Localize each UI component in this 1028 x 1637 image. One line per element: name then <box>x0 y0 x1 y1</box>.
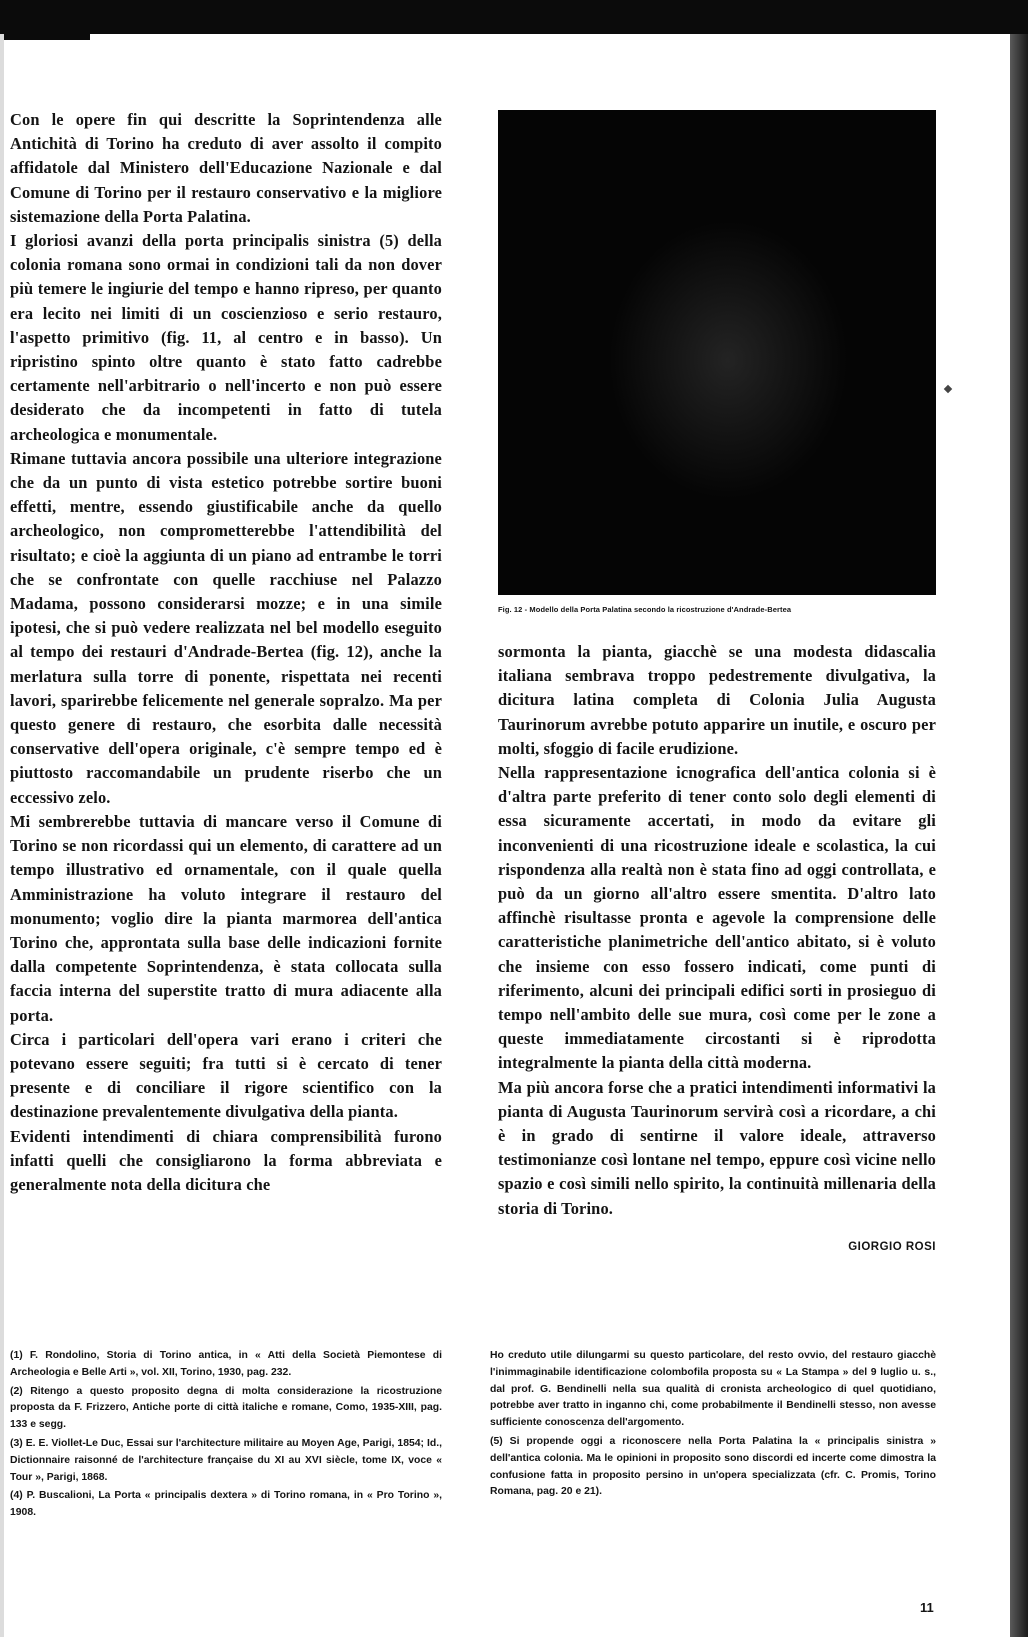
body-paragraph: Evidenti intendimenti di chiara comprensibilità furono infatti quelli che consigliarono la forma abbreviata e generalmente nota della dicitura che <box>10 1126 442 1194</box>
footnote: (1) F. Rondolino, Storia di Torino antica, in « Atti della Società Piemontese di Archeologia e Belle Arti », vol. XII, Torino, 1930, pag. 232. <box>10 1350 442 1378</box>
scan-speck <box>944 385 952 393</box>
body-paragraph: Con le opere fin qui descritte la Soprintendenza alle Antichità di Torino ha creduto di aver assolto il compito affidatole dal Ministero dell'Educazione Nazionale e dal Comune di Torino per il restauro conservativo e la migliore sistemazione della Porta Palatina. <box>10 110 442 226</box>
footnote: Ho creduto utile dilungarmi su questo particolare, del resto ovvio, del restauro giacchè l'inimmaginabile identificazione colombofila proposta su « La Stampa » del 9 luglio u. s., dal prof. G. Bendinelli nella sua qualità di cronista archeologico di quel quotidiano, potrebbe aver tratto in inganno chi, come probabilmente il Bendinelli stesso, non avesse sufficiente conoscenza dell'argomento. <box>490 1350 936 1429</box>
footnote: (2) Ritengo a questo proposito degna di molta considerazione la ricostruzione proposta da F. Frizzero, Antiche porte di città italiche e romane, Como, 1935-XIII, pag. 133 e segg. <box>10 1385 442 1431</box>
top-scan-border-tab <box>0 34 90 40</box>
footnotes-left <box>10 1348 442 1524</box>
author-signature: GIORGIO ROSI <box>848 1240 936 1253</box>
footnote: (5) Si propende oggi a riconoscere nella Porta Palatina la « principalis sinistra » dell'antica colonia. Ma le opinioni in proposito sono discordi ed incerte come dimostra la confusione fatta in proposito persino in un'opera specializzata (cfr. C. Promis, Torino Romana, pag. 20 e 21). <box>490 1435 936 1498</box>
page-number: 11 <box>920 1600 934 1615</box>
body-paragraph: Mi sembrerebbe tuttavia di mancare verso il Comune di Torino se non ricordassi qui un elemento, di carattere ad un tempo illustrativo ed ornamentale, con il quale quella Amministrazione ha voluto integrare il restauro del monumento; voglio dire la pianta marmorea dell'antica Torino che, approntata sulla base delle indicazioni fornite dalla competente Soprintendenza, è stata collocata sulla faccia interna del superstite tratto di mura adiacente alla porta. <box>10 811 442 1025</box>
footnote: (4) P. Buscalioni, La Porta « principalis dextera » di Torino romana, in « Pro Torino », 1908. <box>10 1490 442 1519</box>
body-paragraph: I gloriosi avanzi della porta principalis sinistra (5) della colonia romana sono ormai in condizioni tali da non dover più temere le ingiurie del tempo e hanno ripreso, per quanto era lecito nei limiti di un coscienzioso e serio restauro, l'aspetto primitivo (fig. 11, al centro e in basso). Un ripristino spinto oltre quanto è stato fatto cadrebbe certamente nell'arbitrario o nell'incerto e non può essere desiderato che da incompetenti in fatto di tutela archeologica e monumentale. <box>10 231 442 444</box>
left-column <box>10 108 442 1197</box>
footnote: (3) E. E. Viollet-Le Duc, Essai sur l'architecture militaire au Moyen Age, Parigi, 1854; Id., Dictionnaire raisonné de l'architecture française du XI au XVI siècle, tome IX, voce « Tour », Parigi, 1868. <box>10 1437 442 1483</box>
photo-model-shadow <box>608 220 848 500</box>
body-paragraph: sormonta la pianta, giacchè se una modesta didascalia italiana sembrava troppo pedestremente divulgativa, la dicitura latina completa di Colonia Julia Augusta Taurinorum avrebbe potuto apparire un inutile, e oscuro per molti, sfoggio di facile erudizione. <box>498 642 936 758</box>
body-paragraph: Ma più ancora forse che a pratici intendimenti informativi la pianta di Augusta Taurinorum servirà così a ricordare, a chi è in grado di sentirne il valore ideale, attraverso testimonianze così lontane nel tempo, eppure così vicine nello spazio e così simili nello spirito, la continuità millenaria della storia di Torino. <box>498 1077 936 1218</box>
left-scan-edge <box>0 34 4 1637</box>
body-paragraph: Rimane tuttavia ancora possibile una ulteriore integrazione che da un punto di vista estetico potrebbe sortire buoni effetti, mentre, essendo giustificabile anche da quello archeologico, non comprometterebbe l'attendibilità del risultato; e cioè la aggiunta di un piano ad entrambe le torri che se confrontate con quelle racchiuse nel Palazzo Madama, possono considerarsi mozze; e in una simile ipotesi, che si può vedere realizzata nel bel modello eseguito al tempo dei restauri d'Andrade-Bertea (fig. 12), anche la merlatura sulla torre di ponente, rispettata nei recenti lavori, sparirebbe felicemente nel generale sopralzo. Ma per questo genere di restauro, che esorbita dalle necessità conservative dell'opera originale, c'è sempre tempo ed è piuttosto raccomandabile un prudente riserbo che un eccessivo zelo. <box>10 448 442 807</box>
body-paragraph: Circa i particolari dell'opera vari erano i criteri che potevano essere seguiti; fra tutti si è cercato di tener presente e di conciliare il rigore scientifico con la destinazione prevalentemente divulgativa della pianta. <box>10 1029 442 1122</box>
figure-caption: Fig. 12 - Modello della Porta Palatina secondo la ricostruzione d'Andrade-Bertea <box>498 605 792 614</box>
footnotes-right <box>490 1348 936 1503</box>
body-paragraph: Nella rappresentazione icnografica dell'antica colonia si è d'altra parte preferito di tener conto solo degli elementi di essa sicuramente accertati, in modo da evitare gli inconvenienti di una ricostruzione ideale e scolastica, la cui rispondenza alla realtà non è stata fino ad oggi controllata, e può da un giorno all'altro essere smentita. D'altro lato affinchè risultasse pronta e agevole la comprensione delle caratteristiche planimetriche dell'antico abitato, si è voluto che insieme con esso fossero indicati, come punti di riferimento, alcuni dei principali edifici sorti in prosieguo di tempo nell'ambito delle sue mura, così come per le zone a queste immediatamente circostanti si è riprodotta integralmente la pianta della città moderna. <box>498 763 936 1073</box>
top-scan-border <box>0 0 1028 34</box>
figure-photo <box>498 110 936 595</box>
right-column <box>498 110 936 1253</box>
right-scan-edge <box>1010 34 1028 1637</box>
